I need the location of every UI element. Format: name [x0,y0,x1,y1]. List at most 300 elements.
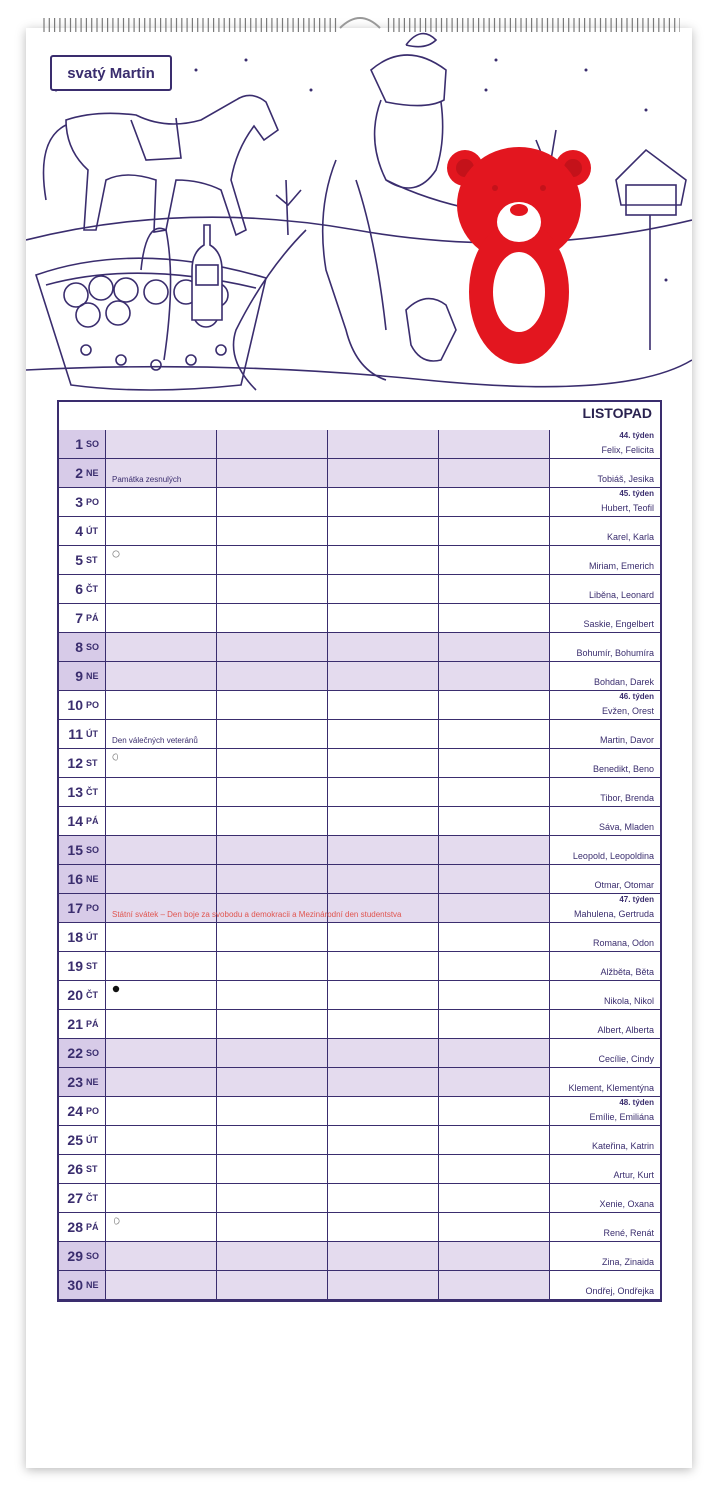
day-cell [59,1010,106,1038]
planner-cell[interactable] [106,807,217,835]
week-number: 48. týden [619,1098,654,1107]
day-cell [59,604,106,632]
planner-cell[interactable] [217,488,328,516]
day-cell [59,952,106,980]
planner-cell[interactable] [328,691,439,719]
day-row [59,575,660,604]
planner-cell[interactable] [217,691,328,719]
planner-cell[interactable] [217,1097,328,1125]
planner-cell[interactable] [106,604,217,632]
planner-cell[interactable] [106,662,217,690]
nameday-names: Benedikt, Beno [592,764,654,774]
day-cell [59,691,106,719]
nameday-names: Karel, Karla [606,532,654,542]
day-number: 6 [75,581,83,597]
planner-cell[interactable] [106,691,217,719]
nameday-cell [551,662,659,690]
day-number: 19 [67,958,83,974]
nameday-names: Albert, Alberta [597,1025,654,1035]
planner-cell[interactable] [439,604,550,632]
planner-cell[interactable] [217,662,328,690]
weekday-abbr: PO [86,497,100,507]
day-row [59,836,660,865]
planner-cell[interactable] [217,1213,328,1241]
nameday-cell [551,575,659,603]
nameday-cell [551,488,659,516]
nameday-names: Tibor, Brenda [600,793,654,803]
planner-cell[interactable] [439,517,550,545]
day-cell [59,546,106,574]
day-cell [59,1271,106,1299]
day-number: 16 [67,871,83,887]
day-cell [59,807,106,835]
planner-cell[interactable] [328,836,439,864]
planner-cell[interactable] [328,633,439,661]
day-cell [59,517,106,545]
day-cell [59,430,106,458]
planner-cell[interactable] [217,459,328,487]
day-number: 21 [67,1016,83,1032]
day-row [59,923,660,952]
day-cell [59,1213,106,1241]
day-number: 18 [67,929,83,945]
planner-cell[interactable] [439,981,550,1009]
planner-cell[interactable] [106,836,217,864]
planner-cell[interactable] [106,488,217,516]
day-number: 17 [67,900,83,916]
planner-cell[interactable] [106,1068,217,1096]
day-number: 26 [67,1161,83,1177]
day-row [59,430,660,459]
day-cell [59,894,106,922]
planner-cell[interactable] [439,1242,550,1270]
week-number: 46. týden [619,692,654,701]
nameday-names: Bohdan, Darek [593,677,654,687]
nameday-cell [551,807,659,835]
day-number: 20 [67,987,83,1003]
day-cell [59,778,106,806]
day-cell [59,749,106,777]
weekday-abbr: NE [86,671,99,681]
planner-cell[interactable] [217,1010,328,1038]
day-row [59,517,660,546]
nameday-cell [551,720,659,748]
day-cell [59,633,106,661]
planner-cell[interactable] [439,778,550,806]
weekday-abbr: PO [86,1106,100,1116]
nameday-cell [551,952,659,980]
weekday-abbr: ST [86,1164,98,1174]
planner-cell[interactable] [439,807,550,835]
planner-cell[interactable] [328,488,439,516]
planner-cell[interactable] [439,459,550,487]
planner-cell[interactable] [328,952,439,980]
day-cell [59,1068,106,1096]
planner-cell[interactable] [217,807,328,835]
day-number: 8 [75,639,83,655]
planner-cell[interactable] [217,1242,328,1270]
planner-cell[interactable] [328,604,439,632]
weekday-abbr: ST [86,555,98,565]
day-number: 30 [67,1277,83,1293]
planner-cell[interactable] [439,1010,550,1038]
planner-cell[interactable] [106,633,217,661]
nameday-names: Cecílie, Cindy [598,1054,654,1064]
planner-cell[interactable] [106,981,217,1009]
planner-cell[interactable] [106,1039,217,1067]
planner-cell[interactable] [439,1068,550,1096]
weekday-abbr: ÚT [86,526,98,536]
planner-cell[interactable] [106,778,217,806]
planner-cell[interactable] [106,1010,217,1038]
nameday-names: Hubert, Teofil [601,503,654,513]
observance-note: Den válečných veteránů [112,736,198,745]
planner-cell[interactable] [106,952,217,980]
planner-cell[interactable] [328,575,439,603]
planner-cell[interactable] [106,1097,217,1125]
nameday-cell [551,633,659,661]
planner-cell[interactable] [106,517,217,545]
planner-cell[interactable] [106,1213,217,1241]
day-cell [59,662,106,690]
week-number: 47. týden [619,895,654,904]
nameday-names: Klement, Klementýna [568,1083,654,1093]
planner-cell[interactable] [328,1155,439,1183]
moon-phase-full-icon [112,550,120,558]
weekday-abbr: ÚT [86,729,98,739]
weekday-abbr: PÁ [86,1019,99,1029]
day-cell [59,1097,106,1125]
planner-cell[interactable] [439,546,550,574]
day-number: 1 [75,436,83,452]
planner-cell[interactable] [217,1039,328,1067]
day-row [59,1039,660,1068]
weekday-abbr: ÚT [86,932,98,942]
nameday-names: Otmar, Otomar [594,880,654,890]
nameday-cell [551,1155,659,1183]
nameday-names: Saskie, Engelbert [583,619,654,629]
planner-cell[interactable] [439,662,550,690]
day-row [59,1010,660,1039]
day-number: 23 [67,1074,83,1090]
planner-cell[interactable] [106,1126,217,1154]
day-row [59,1242,660,1271]
weekday-abbr: PÁ [86,613,99,623]
planner-cell[interactable] [439,1097,550,1125]
planner-cell[interactable] [439,1155,550,1183]
day-number: 13 [67,784,83,800]
planner-cell[interactable] [328,1097,439,1125]
nameday-names: Sáva, Mladen [598,822,654,832]
planner-cell[interactable] [439,865,550,893]
planner-cell[interactable] [328,517,439,545]
planner-cell[interactable] [439,1271,550,1299]
weekday-abbr: ČT [86,1193,98,1203]
planner-cell[interactable] [106,749,217,777]
planner-cell[interactable] [106,1271,217,1299]
week-number: 44. týden [619,431,654,440]
nameday-names: Zina, Zinaida [601,1257,654,1267]
planner-cell[interactable] [328,778,439,806]
day-row [59,778,660,807]
day-number: 9 [75,668,83,684]
day-number: 4 [75,523,83,539]
planner-cell[interactable] [106,923,217,951]
day-row [59,459,660,488]
day-number: 29 [67,1248,83,1264]
day-number: 25 [67,1132,83,1148]
nameday-names: Mahulena, Gertruda [573,909,654,919]
day-row [59,633,660,662]
nameday-names: Miriam, Emerich [588,561,654,571]
day-row [59,749,660,778]
weekday-abbr: ČT [86,787,98,797]
planner-cell[interactable] [217,720,328,748]
nameday-names: Nikola, Nikol [603,996,654,1006]
weekday-abbr: PÁ [86,816,99,826]
weekday-abbr: SO [86,1048,100,1058]
planner-cell[interactable] [217,1271,328,1299]
planner-cell[interactable] [328,1010,439,1038]
day-number: 5 [75,552,83,568]
day-number: 11 [68,726,83,742]
planner-cell[interactable] [328,1126,439,1154]
calendar-grid [57,400,662,1302]
nameday-cell [551,1039,659,1067]
day-row [59,1097,660,1126]
planner-cell[interactable] [439,720,550,748]
day-cell [59,720,106,748]
day-number: 15 [67,842,83,858]
day-row [59,488,660,517]
day-number: 12 [67,755,83,771]
nameday-names: Artur, Kurt [613,1170,654,1180]
week-number: 45. týden [619,489,654,498]
weekday-abbr: SO [86,1251,100,1261]
planner-cell[interactable] [328,546,439,574]
planner-cell[interactable] [328,865,439,893]
nameday-cell [551,546,659,574]
planner-cell[interactable] [106,1184,217,1212]
planner-cell[interactable] [439,894,550,922]
planner-cell[interactable] [328,459,439,487]
nameday-cell [551,1242,659,1270]
day-row [59,1213,660,1242]
day-row [59,1184,660,1213]
day-row [59,865,660,894]
weekday-abbr: ÚT [86,1135,98,1145]
weekday-abbr: PÁ [86,1222,99,1232]
planner-cell[interactable] [106,1155,217,1183]
planner-cell[interactable] [106,1242,217,1270]
planner-cell[interactable] [217,546,328,574]
planner-cell[interactable] [439,952,550,980]
red-bear-sticker [445,140,595,370]
planner-cell[interactable] [439,575,550,603]
nameday-names: Tobiáš, Jesika [597,474,654,484]
planner-cell[interactable] [106,546,217,574]
nameday-names: Emílie, Emiliána [589,1112,654,1122]
day-cell [59,923,106,951]
holiday-note: Státní svátek – Den boje za svobodu a demokracii a Mezinárodní den studentstva [112,910,402,919]
nameday-names: Martin, Davor [599,735,654,745]
day-cell [59,488,106,516]
planner-cell[interactable] [328,1184,439,1212]
day-row [59,952,660,981]
day-cell [59,575,106,603]
planner-cell[interactable] [217,604,328,632]
planner-cell[interactable] [328,981,439,1009]
nameday-cell [551,691,659,719]
planner-cell[interactable] [439,749,550,777]
planner-cell[interactable] [106,575,217,603]
planner-cell[interactable] [439,1213,550,1241]
planner-cell[interactable] [439,430,550,458]
planner-cell[interactable] [217,952,328,980]
weekday-abbr: ST [86,961,98,971]
moon-phase-first-icon [112,1217,120,1225]
planner-cell[interactable] [328,1242,439,1270]
day-row [59,1068,660,1097]
weekday-abbr: NE [86,468,99,478]
day-cell [59,981,106,1009]
day-row [59,1271,660,1300]
day-number: 27 [67,1190,83,1206]
weekday-abbr: NE [86,1077,99,1087]
planner-cell[interactable] [439,691,550,719]
planner-cell[interactable] [106,430,217,458]
planner-cell[interactable] [217,575,328,603]
day-number: 10 [67,697,83,713]
nameday-cell [551,459,659,487]
nameday-cell [551,1126,659,1154]
planner-cell[interactable] [328,807,439,835]
weekday-abbr: NE [86,874,99,884]
planner-cell[interactable] [328,662,439,690]
nameday-cell [551,1184,659,1212]
day-number: 3 [75,494,83,510]
nameday-cell [551,894,659,922]
nameday-names: Leopold, Leopoldina [572,851,654,861]
planner-cell[interactable] [439,488,550,516]
nameday-cell [551,1271,659,1299]
planner-cell[interactable] [439,633,550,661]
day-row [59,807,660,836]
planner-cell[interactable] [217,1155,328,1183]
nameday-cell [551,1213,659,1241]
day-cell [59,1155,106,1183]
planner-cell[interactable] [217,778,328,806]
nameday-names: Liběna, Leonard [588,590,654,600]
planner-cell[interactable] [439,836,550,864]
nameday-names: Alžběta, Běta [600,967,654,977]
planner-cell[interactable] [217,836,328,864]
planner-cell[interactable] [439,1126,550,1154]
planner-cell[interactable] [328,1039,439,1067]
nameday-cell [551,981,659,1009]
weekday-abbr: SO [86,845,100,855]
weekday-abbr: PO [86,903,100,913]
day-number: 2 [75,465,83,481]
planner-cell[interactable] [439,1039,550,1067]
moon-phase-last-icon [112,753,120,761]
weekday-abbr: PO [86,700,100,710]
day-row [59,546,660,575]
day-number: 7 [75,610,83,626]
day-cell [59,1242,106,1270]
day-row [59,720,660,749]
nameday-names: Romana, Odon [592,938,654,948]
planner-cell[interactable] [328,720,439,748]
day-cell [59,459,106,487]
day-row [59,691,660,720]
planner-cell[interactable] [106,865,217,893]
day-row [59,1155,660,1184]
saint-label: svatý Martin [50,55,172,91]
planner-cell[interactable] [217,865,328,893]
day-number: 14 [67,813,83,829]
planner-cell[interactable] [217,430,328,458]
nameday-cell [551,604,659,632]
nameday-cell [551,1068,659,1096]
nameday-cell [551,778,659,806]
planner-cell[interactable] [217,1068,328,1096]
day-cell [59,836,106,864]
planner-cell[interactable] [439,1184,550,1212]
planner-cell[interactable] [217,517,328,545]
planner-cell[interactable] [328,749,439,777]
nameday-cell [551,923,659,951]
weekday-abbr: SO [86,642,100,652]
planner-cell[interactable] [328,1271,439,1299]
weekday-abbr: ST [86,758,98,768]
planner-cell[interactable] [328,430,439,458]
day-cell [59,865,106,893]
planner-cell[interactable] [217,981,328,1009]
nameday-names: Felix, Felicita [601,445,654,455]
nameday-cell [551,836,659,864]
planner-cell[interactable] [439,923,550,951]
planner-cell[interactable] [217,923,328,951]
nameday-cell [551,1097,659,1125]
nameday-cell [551,1010,659,1038]
day-row [59,981,660,1010]
planner-cell[interactable] [328,1213,439,1241]
nameday-names: Evžen, Orest [601,706,654,716]
planner-cell[interactable] [328,1068,439,1096]
observance-note: Památka zesnulých [112,475,182,484]
nameday-names: Bohumír, Bohumíra [576,648,654,658]
day-row [59,894,660,923]
planner-cell[interactable] [217,749,328,777]
nameday-cell [551,865,659,893]
planner-cell[interactable] [217,1126,328,1154]
weekday-abbr: ČT [86,584,98,594]
planner-cell[interactable] [217,633,328,661]
weekday-abbr: ČT [86,990,98,1000]
day-number: 22 [67,1045,83,1061]
day-number: 28 [67,1219,83,1235]
weekday-abbr: NE [86,1280,99,1290]
planner-cell[interactable] [217,1184,328,1212]
weekday-abbr: SO [86,439,100,449]
day-cell [59,1039,106,1067]
nameday-names: Kateřina, Katrin [591,1141,654,1151]
nameday-names: Xenie, Oxana [599,1199,654,1209]
day-cell [59,1184,106,1212]
nameday-cell [551,517,659,545]
planner-cell[interactable] [328,923,439,951]
